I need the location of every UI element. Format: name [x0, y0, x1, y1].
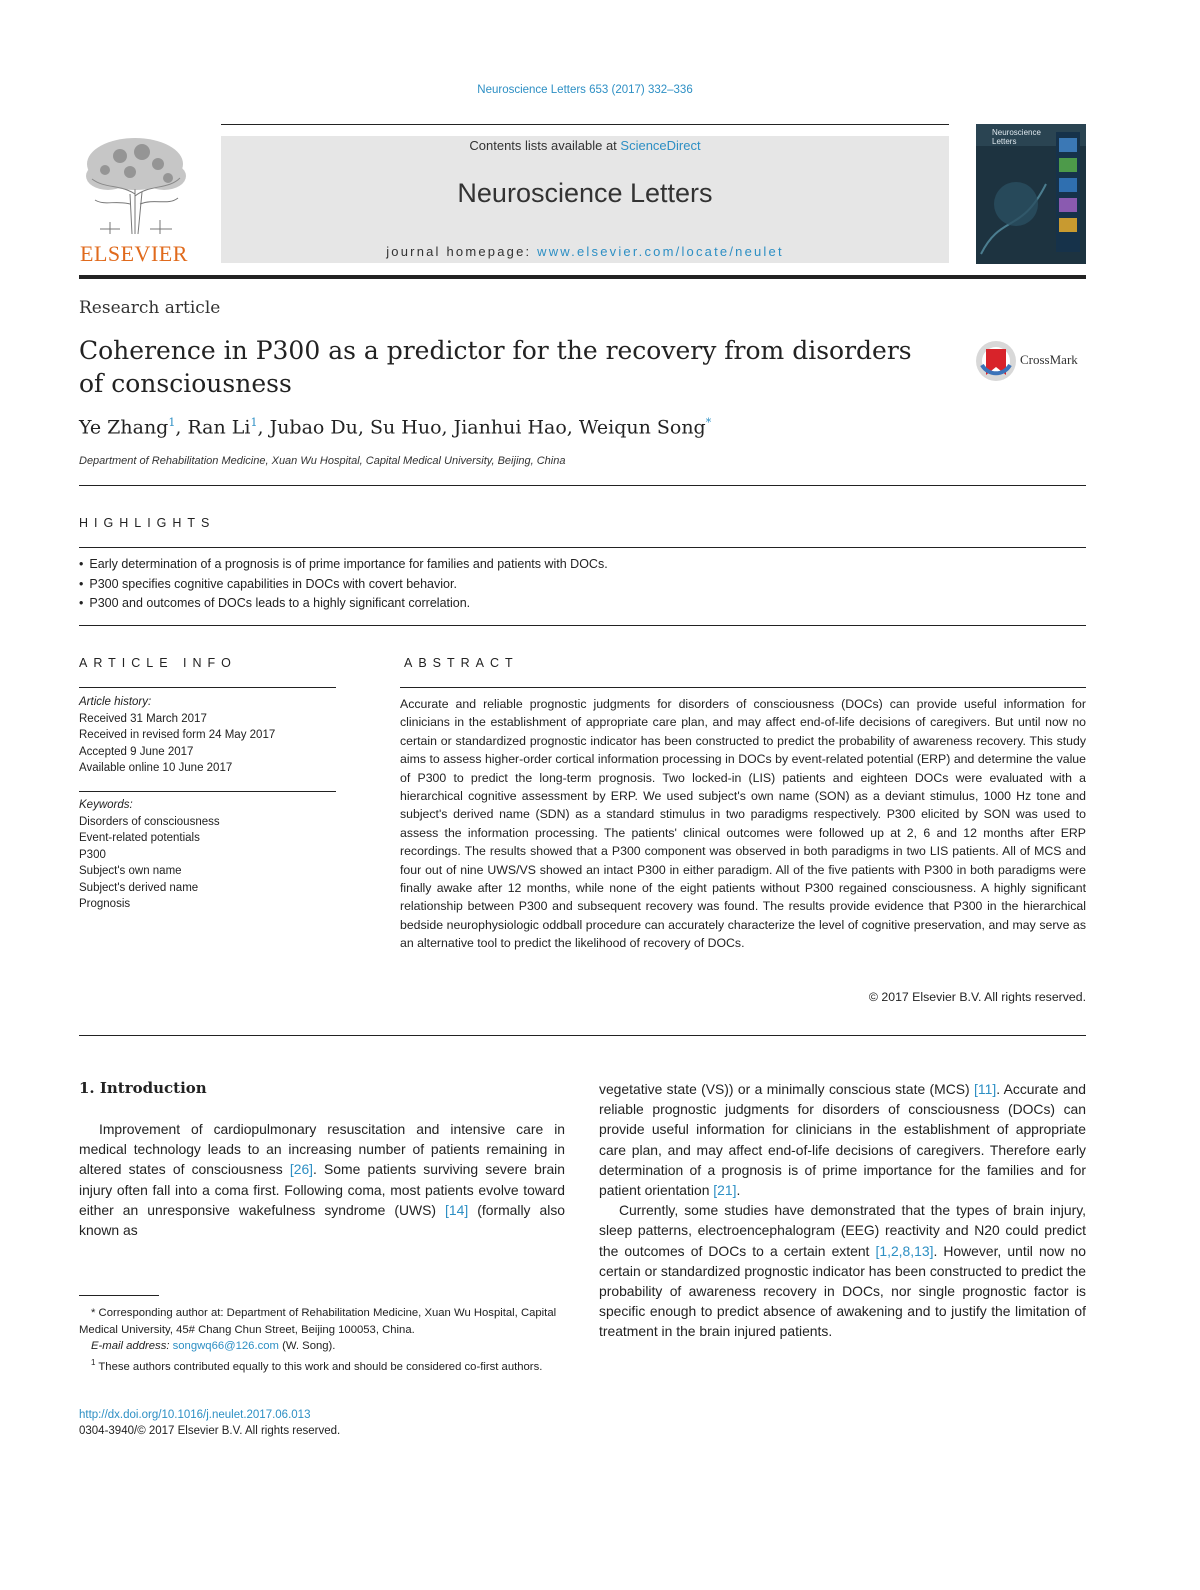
journal-cover-thumbnail[interactable] [976, 124, 1086, 264]
cover-title: Neuroscience Letters [992, 128, 1041, 146]
reference-link[interactable]: [1,2,8,13] [875, 1242, 934, 1259]
section-heading-introduction: 1. Introduction [79, 1079, 207, 1097]
equal-contribution-footnote [79, 1355, 565, 1375]
footnotes [79, 1305, 565, 1375]
front-matter-bottom-rule [79, 1035, 1086, 1036]
email-link[interactable]: songwq66@126.com [172, 1340, 279, 1353]
author-mark[interactable]: 1 [168, 416, 176, 429]
text-run: vegetative state (VS)) or a minimally conscious state (MCS) [599, 1081, 975, 1097]
author-name: Ran Li [187, 416, 251, 439]
email-owner: (W. Song). [282, 1340, 336, 1353]
text-run: Currently, some studies have demonstrated that the types of brain injury, sleep patterns, electroencephalogram (EEG) reactivity and N20 could predict the outcomes of DOCs to a certain extent [599, 1202, 1086, 1259]
journal-citation[interactable]: Neuroscience Letters 653 (2017) 332–336 [477, 84, 693, 96]
keyword-item: Subject's derived name [79, 881, 199, 894]
author-name: Jianhui Hao [453, 416, 567, 439]
crossmark-label: CrossMark [1020, 352, 1078, 367]
highlights-rule [79, 547, 1086, 548]
homepage-link[interactable]: www.elsevier.com/locate/neulet [537, 244, 784, 259]
doi-block [79, 1407, 340, 1439]
elsevier-wordmark[interactable]: ELSEVIER [80, 241, 188, 266]
reference-link[interactable]: [14] [445, 1201, 469, 1218]
article-title: Coherence in P300 as a predictor for the recovery from disorders of consciousness [79, 336, 912, 398]
abstract-rule [400, 687, 1086, 688]
keywords [79, 797, 220, 913]
author-name: Jubao Du [269, 416, 358, 439]
equal-contribution-text: These authors contributed equally to this work and should be considered co-first authors. [98, 1360, 543, 1373]
text-run: . [736, 1182, 741, 1199]
crossmark-badge[interactable] [974, 339, 1088, 383]
author-name: Ye Zhang [79, 416, 169, 439]
journal-title: Neuroscience Letters [457, 178, 713, 208]
contents-prefix: Contents lists available at [469, 138, 621, 153]
affiliation: Department of Rehabilitation Medicine, Xuan Wu Hospital, Capital Medical University, Beijing, China [79, 455, 566, 467]
header-top-rule [221, 124, 949, 125]
history-item: Accepted 9 June 2017 [79, 745, 194, 758]
elsevier-tree-logo [80, 134, 190, 238]
text-run: (formally also known as [79, 1201, 565, 1239]
reference-link[interactable]: [21] [713, 1182, 737, 1199]
corresponding-footnote [79, 1305, 565, 1338]
highlight-item: • Early determination of a prognosis is of prime importance for families and patients with DOCs. [79, 555, 608, 575]
abstract-heading: ABSTRACT [404, 656, 519, 670]
text-run: . However, until now no certain or standardized prognostic indicator has been constructed to predict the probability of awareness recovery in DOCs, nor single prognostic factor is specific enough to predict absence of awakening and to justify the limitation of treatment in the brain injured patients. [599, 1242, 1086, 1340]
article-history [79, 694, 275, 777]
author-list: Ye Zhang$^1$, Ran Li$^1$, Jubao Du, Su Huo, Jianhui Hao, Weiqun Song* [79, 416, 712, 439]
author-name: Su Huo [369, 416, 442, 439]
keyword-item: Event-related potentials [79, 832, 200, 844]
abstract-copyright: © 2017 Elsevier B.V. All rights reserved. [868, 990, 1086, 1004]
journal-homepage [221, 244, 949, 259]
email-footnote [79, 1338, 565, 1355]
author-name: Weiqun Song [578, 416, 706, 439]
text-run: . Accurate and reliable prognostic judgments for disorders of consciousness (DOCs) can provide useful information for clinicians in the establishment of appropriate care plan, and may affect end-of-life decisions of caregivers. Therefore early determination of a prognosis is of prime importance for the families and for patient orientation [599, 1081, 1086, 1199]
reference-link[interactable]: [26] [289, 1161, 314, 1178]
affiliation-rule [79, 485, 1086, 486]
issn-line: 0304-3940/© 2017 Elsevier B.V. All rights reserved. [79, 1425, 341, 1437]
keyword-item: Subject's own name [79, 865, 182, 877]
article-info-heading: ARTICLE INFO [79, 656, 237, 670]
footnote-rule [79, 1295, 159, 1296]
highlights-heading: HIGHLIGHTS [79, 516, 216, 530]
history-item: Available online 10 June 2017 [79, 762, 233, 774]
corresponding-author-mark[interactable]: * [705, 416, 712, 429]
highlight-item: • P300 and outcomes of DOCs leads to a highly significant correlation. [79, 594, 608, 614]
keyword-item: P300 [79, 848, 106, 861]
contents-line [221, 138, 949, 153]
highlights-list [79, 555, 608, 614]
article-info-rule [79, 687, 336, 688]
highlight-item: • P300 specifies cognitive capabilities in DOCs with covert behavior. [79, 575, 608, 595]
article-type: Research article [79, 298, 221, 318]
body-paragraph [79, 1119, 565, 1240]
footnote-mark: * [91, 1307, 96, 1319]
text-run: Improvement of cardiopulmonary resuscitation and intensive care in medical technology leads to an increasing number of patients remaining in altered states of consciousness [79, 1121, 565, 1178]
abstract-text: Accurate and reliable prognostic judgments for disorders of consciousness (DOCs) can provide useful information for clinicians in the establishment of appropriate care plan, and may affect end-of-life decisions of caregivers. But until now no certain or standardized prognostic indicator has been constructed to predict the probability of awareness recovery. This study aims to assess higher-order cortical information processing in DOCs by event-related potential (ERP) and determine the value of P300 to predict the long-term prognosis. Two locked-in (LIS) patients and eighteen DOCs were evaluated with a hierarchical cognitive assessment by ERP. We used subject's own name (SON) as a deviant stimulus, 1000 Hz tone and subject's derived name (SDN) as a standard stimulus in two paradigms respectively. P300 elicited by SON was used to assess the information processing. The patients' clinical outcomes were followed up at 2, 6 and 12 months after ERP recordings. The results showed that a P300 component was observed in both paradigms in two LIS patients. All of MCS and four out of nine UWS/VS showed an intact P300 in either paradigm. All of the five patients with P300 in both paradigms were finally awake after 12 months, while none of the eight patients without P300 regained consciousness. A highly significant relationship between P300 and subsequent recovery was found. The results provide evidence that P300 in the hierarchical bedside neurophysiologic oddball procedure can accurately characterize the level of cognitive preservation, and may serve as an alternative tool to predict the likelihood of recovery of DOCs. [400, 697, 1086, 951]
reference-link[interactable]: [11] [974, 1081, 997, 1097]
body-paragraph [599, 1079, 1086, 1200]
text-run: . Some patients surviving severe brain injury often fall into a coma first. Following coma, most patients evolve toward either an unresponsive wakefulness syndrome (UWS) [79, 1161, 565, 1218]
history-label: Article history: [79, 696, 152, 708]
body-paragraph [599, 1200, 1086, 1341]
keyword-item: Prognosis [79, 898, 131, 910]
body-column-left [79, 1119, 565, 1240]
history-item: Received 31 March 2017 [79, 712, 207, 725]
corresponding-text: Corresponding author at: Department of Rehabilitation Medicine, Xuan Wu Hospital, Capital Medical University, 45# Chang Chun Street, Beijing 100053, China. [79, 1307, 557, 1336]
sciencedirect-link[interactable]: ScienceDirect [620, 138, 701, 153]
header-thick-rule [79, 275, 1086, 279]
footnote-mark: 1 [91, 1357, 96, 1367]
crossmark-icon [974, 339, 1018, 383]
email-label: E-mail address: [91, 1340, 170, 1353]
keywords-label: Keywords: [79, 799, 133, 811]
keywords-rule [79, 791, 336, 792]
body-column-right [599, 1079, 1086, 1342]
homepage-prefix: journal homepage: [386, 244, 538, 259]
doi-link[interactable]: http://dx.doi.org/10.1016/j.neulet.2017.06.013 [79, 1409, 311, 1421]
keyword-item: Disorders of consciousness [79, 815, 220, 828]
history-item: Received in revised form 24 May 2017 [79, 729, 276, 741]
author-mark[interactable]: 1 [250, 416, 258, 429]
highlights-bottom-rule [79, 625, 1086, 626]
